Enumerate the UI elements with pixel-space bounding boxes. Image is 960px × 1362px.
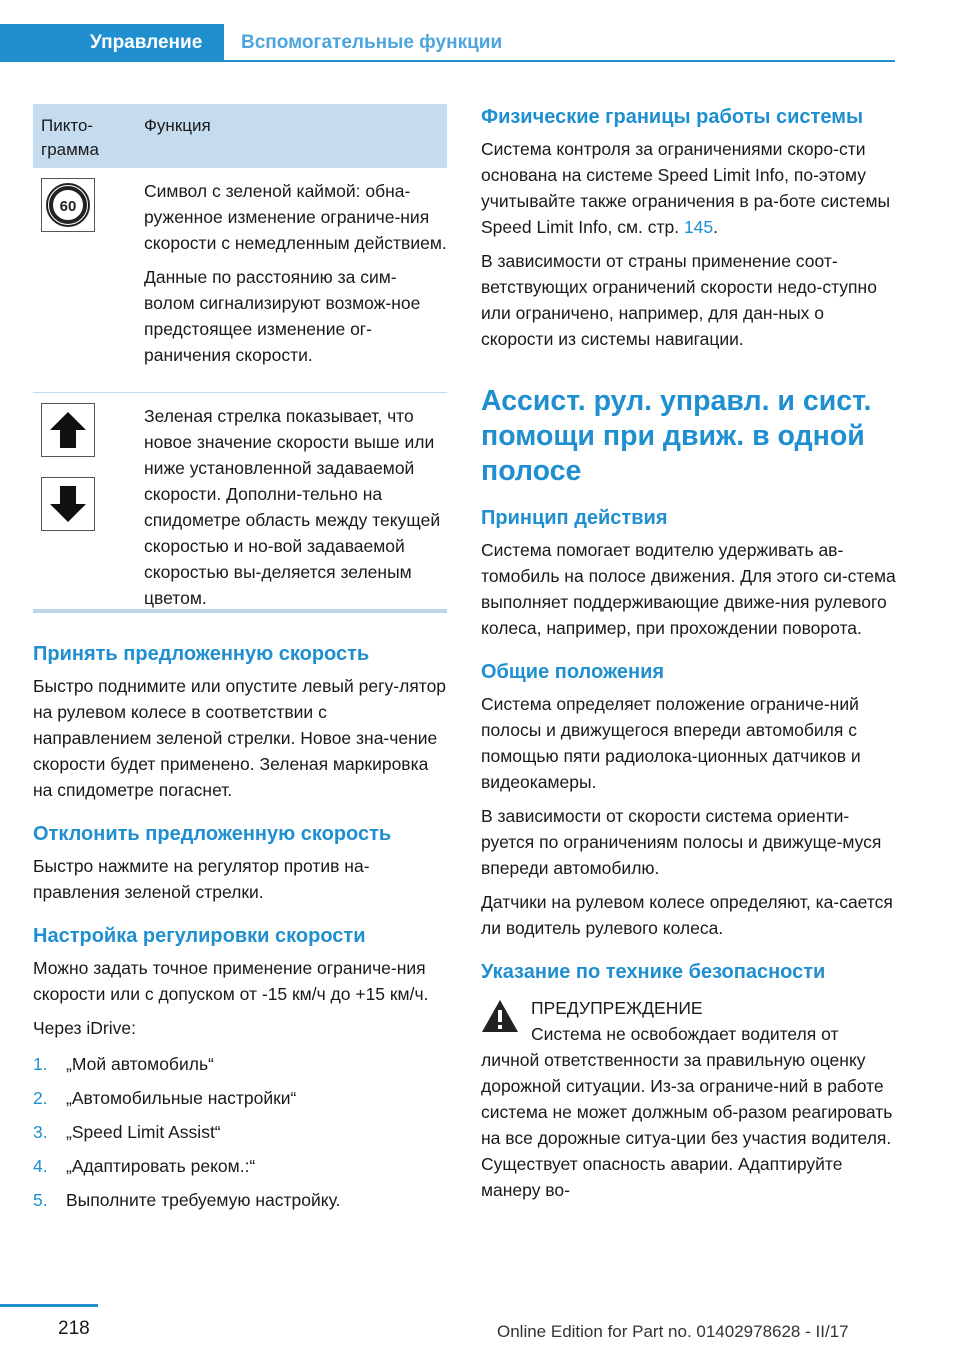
list-item: 5. Выполните требуемую настройку. bbox=[33, 1190, 341, 1210]
col-header-pictogram: Пикто- грамма bbox=[41, 116, 99, 159]
list-item: 2. „Автомобильные настройки“ bbox=[33, 1088, 297, 1108]
speed-limit-value: 60 bbox=[59, 198, 77, 215]
list-item: 3. „Speed Limit Assist“ bbox=[33, 1122, 221, 1142]
page-number: 218 bbox=[58, 1318, 90, 1339]
header-bar bbox=[0, 24, 960, 62]
section-title: Ассист. рул. управл. и сист. помощи при движ. в одной полосе bbox=[481, 385, 872, 487]
header-divider bbox=[224, 60, 895, 62]
principle-text: Система помогает водителю удерживать ав-томобиль на полосе движения. Для этого си-стема выполняет поддерживающие движе-ния рулевого колеса, например, при прохождении поворота. bbox=[481, 540, 896, 638]
row1-text-2: Данные по расстоянию за сим-волом сигнализируют возмож-ное предстоящее изменение ог-раничения скорости. bbox=[144, 267, 421, 365]
pictogram-table bbox=[33, 104, 447, 613]
list-item: 4. „Адаптировать реком.:“ bbox=[33, 1156, 256, 1176]
reject-speed-heading: Отклонить предложенную скорость bbox=[33, 823, 392, 845]
accept-speed-heading: Принять предложенную скорость bbox=[33, 643, 370, 665]
system-limits-heading: Физические границы работы системы bbox=[481, 106, 864, 128]
tab-control[interactable] bbox=[0, 24, 224, 62]
idrive-steps-list bbox=[33, 1051, 447, 1213]
left-column bbox=[33, 104, 447, 1221]
speed-limit-60-icon bbox=[41, 178, 95, 232]
footer-rule bbox=[0, 1304, 98, 1307]
principle-heading: Принцип действия bbox=[481, 507, 668, 529]
warning-text: Система не освобождает водителя от личной ответственности за правильную оценку дорожной ситуации. Из-за ограниче-ний в работе система не может должным об-разом реагировать на все дорожные ситуа-ции без участия водителя. Существует опасность аварии. Адаптируйте манеру во- bbox=[481, 1024, 893, 1200]
col-header-function: Функция bbox=[144, 116, 211, 135]
arrow-down-icon bbox=[41, 477, 95, 531]
general-text-1: Система определяет положение ограниче-ний полосы и движущегося впереди автомобиля с помощью пяти радиолока-ционных датчиков и видеокамеры. bbox=[481, 694, 861, 792]
warning-label: ПРЕДУПРЕЖДЕНИЕ bbox=[531, 998, 703, 1018]
speed-setting-heading: Настройка регулировки скорости bbox=[33, 925, 366, 947]
via-idrive-text: Через iDrive: bbox=[33, 1018, 136, 1038]
list-item: 1. „Мой автомобиль“ bbox=[33, 1054, 214, 1074]
safety-heading: Указание по технике безопасности bbox=[481, 961, 826, 983]
table-row bbox=[33, 393, 447, 609]
general-text-3: Датчики на рулевом колесе определяют, ка-сается ли водитель рулевого колеса. bbox=[481, 892, 893, 938]
arrow-up-icon bbox=[41, 403, 95, 457]
speed-setting-text: Можно задать точное применение ограниче-ния скорости или с допуском от -15 км/ч до +15 км/ч. bbox=[33, 958, 429, 1004]
system-limits-text-1: Система контроля за ограничениями скоро-сти основана на системе Speed Limit Info, по-этому учитывайте также ограничения в ра-боте системы Speed Limit Info, см. стр. 145. bbox=[481, 139, 891, 237]
table-row bbox=[33, 168, 447, 393]
system-limits-text-2: В зависимости от страны применение соот-ветствующих ограничений скорости недо-ступно или ограничено, например, для дан-ных о скорости из системы навигации. bbox=[481, 251, 877, 349]
pictogram-cell bbox=[41, 178, 101, 232]
accept-speed-text: Быстро поднимите или опустите левый регу-лятор на рулевом колесе в соответствии с направлением зеленой стрелки. Новое зна-чение скорости будет применено. Зеленая маркировка на спидометре погаснет. bbox=[33, 676, 447, 800]
warning-triangle-icon bbox=[481, 999, 519, 1033]
right-column bbox=[481, 104, 896, 1203]
table-header bbox=[33, 104, 447, 168]
function-cell bbox=[144, 403, 447, 619]
page-reference-link[interactable]: 145 bbox=[683, 217, 714, 237]
row2-text-1: Зеленая стрелка показывает, что новое значение скорости выше или ниже установленной задаваемой скорости. Дополни-тельно на спидометре область между текущей скоростью и но-вой задаваемой скоростью вы-деляется зеленым цветом. bbox=[144, 406, 441, 608]
function-cell bbox=[144, 178, 447, 376]
row1-text-1: Символ с зеленой каймой: обна-руженное изменение ограниче-ния скорости с немедленным действием. bbox=[144, 181, 447, 253]
reject-speed-text: Быстро нажмите на регулятор против на-правления зеленой стрелки. bbox=[33, 856, 370, 902]
edition-text: Online Edition for Part no. 01402978628 - II/17 bbox=[497, 1322, 849, 1341]
tab-control-label: Управление bbox=[90, 32, 203, 53]
tab-auxiliary-functions[interactable]: Вспомогательные функции bbox=[241, 32, 503, 53]
warning-block bbox=[481, 995, 896, 1203]
general-heading: Общие положения bbox=[481, 661, 665, 683]
pictogram-cell bbox=[41, 403, 101, 531]
general-text-2: В зависимости от скорости система ориенти-руется по ограничениям полосы и движуще-муся впереди автомобилю. bbox=[481, 806, 882, 878]
